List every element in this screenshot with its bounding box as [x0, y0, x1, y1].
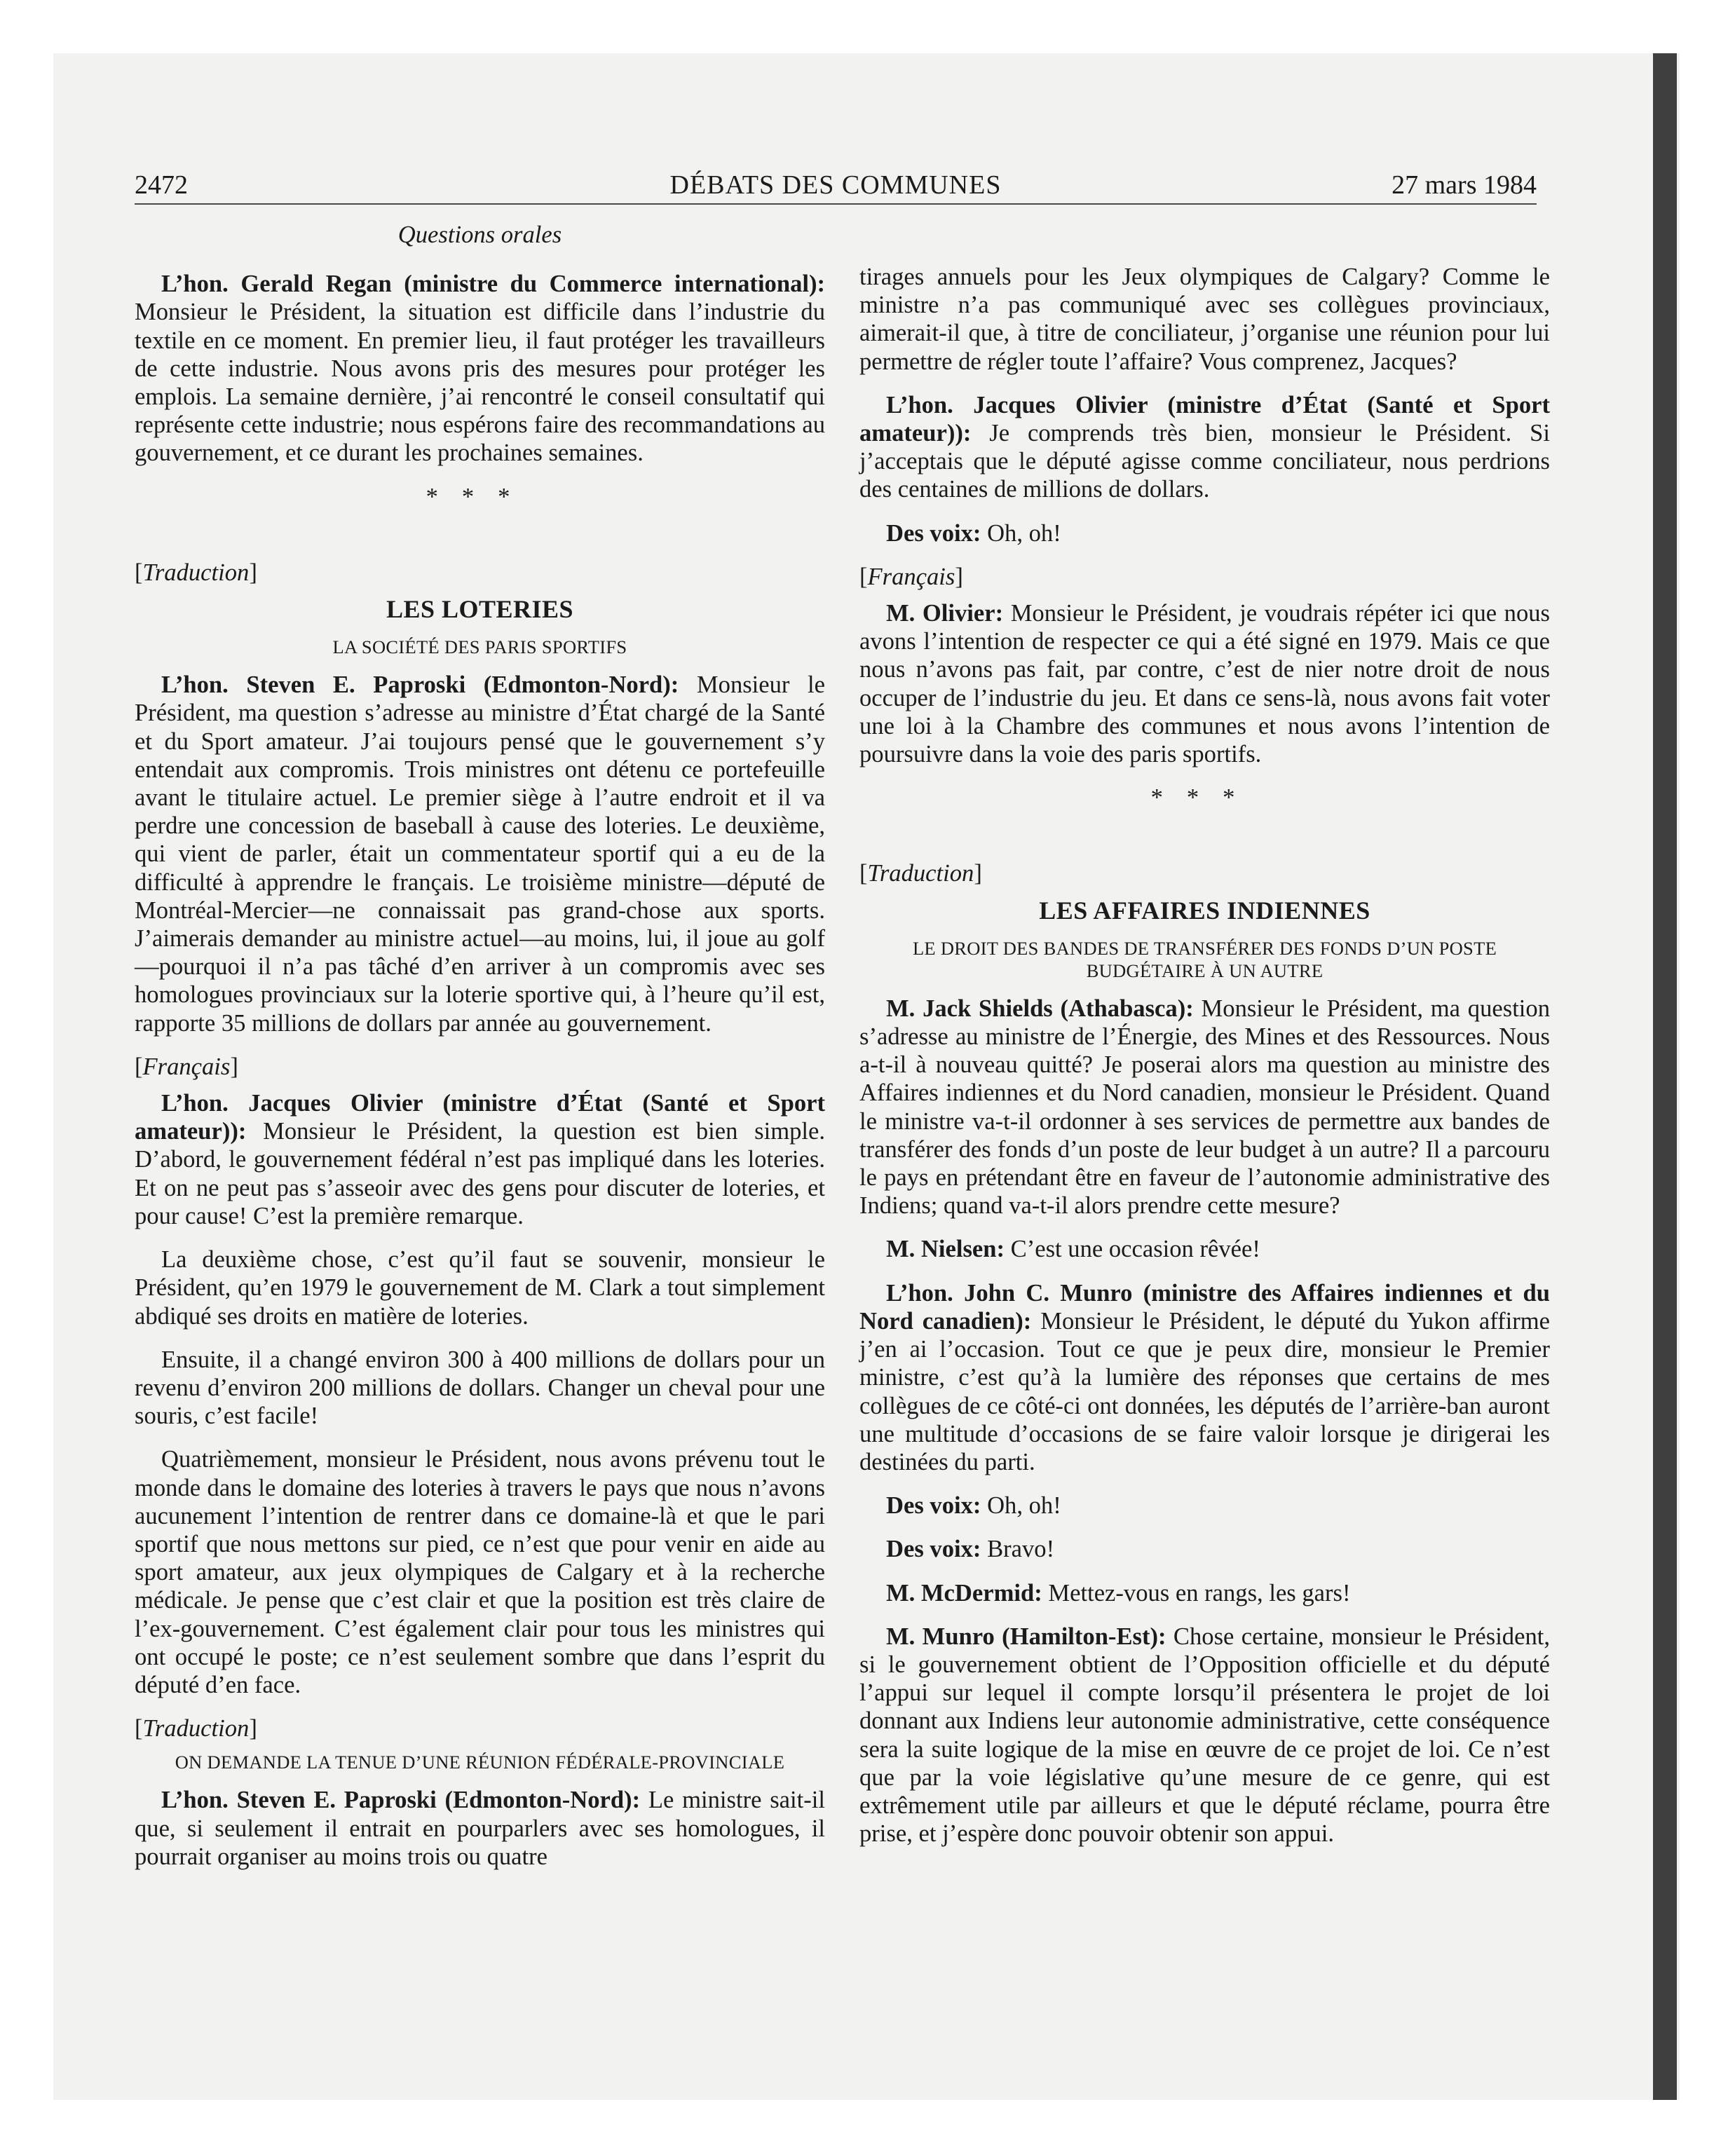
page-header [135, 167, 1537, 205]
language-marker: [Traduction] [135, 559, 257, 586]
speech-paragraph: La deuxième chose, c’est qu’il faut se souvenir, monsieur le Président, qu’en 1979 le gouvernement de M. Clark a tout simplement abdiqué ses droits en matière de loteries. [135, 1246, 825, 1330]
speaker-name: L’hon. Steven E. Paproski (Edmonton-Nord): [161, 1787, 641, 1814]
speaker-name: M. Olivier: [886, 600, 1004, 627]
speech-paragraph [859, 1235, 1550, 1263]
topic-subheading: ON DEMANDE LA TENUE D’UNE RÉUNION FÉDÉRALE-PROVINCIALE [175, 1752, 785, 1773]
speech-paragraph [859, 1535, 1550, 1563]
speech-paragraph [859, 1279, 1550, 1476]
speech-paragraph [135, 671, 825, 1037]
topic-heading: LES LOTERIES [386, 595, 574, 624]
speech-text: Oh, oh! [987, 1492, 1061, 1520]
speech-text: Le ministre sait-il que, si seulement il entrait en pourparlers avec ses homologues, il pourrait organiser au moins trois ou quatre [135, 1787, 825, 1870]
speaker-name: L’hon. Steven E. Paproski (Edmonton-Nord): [161, 671, 679, 699]
speaker-name: L’hon. Jacques Olivier (ministre d’État (Santé et Sport amateur)): [135, 1090, 825, 1145]
language-marker: [Français] [135, 1053, 238, 1080]
speaker-name: M. Nielsen: [886, 1236, 1005, 1263]
speech-paragraph [859, 995, 1550, 1220]
speaker-name: L’hon. Gerald Regan (ministre du Commerce international): [161, 271, 825, 298]
speaker-name: L’hon. John C. Munro (ministre des Affaires indiennes et du Nord canadien): [859, 1279, 1550, 1335]
topic-subheading: LA SOCIÉTÉ DES PARIS SPORTIFS [332, 636, 627, 658]
speech-text: Monsieur le Président, le député du Yukon affirme j’en ai l’occasion. Tout ce que je peux dire, monsieur le Premier ministre, c’est qu’à la lumière des réponses que certains de mes collègues de ce côté-ci ont données, les députés de l’arrière-ban auront une multitude d’occasions de se faire valoir lorsque je dirigerai les destinées du parti. [859, 1307, 1551, 1475]
left-column [135, 221, 825, 1886]
section-separator: *** [1150, 784, 1259, 812]
section-title: Questions orales [397, 221, 562, 248]
speaker-name: M. Munro (Hamilton-Est): [886, 1623, 1166, 1650]
speech-text: Monsieur le Président, la question est bien simple. D’abord, le gouvernement fédéral n’est pas impliqué dans les loteries. Et on ne peut pas s’asseoir avec des gens pour discuter de loteries, et pour cause! C’est la première remarque. [135, 1118, 825, 1229]
speech-text: Je comprends très bien, monsieur le Président. Si j’acceptais que le député agisse comme conciliateur, nous perdrions des centaines de millions de dollars. [859, 420, 1550, 503]
speech-paragraph [859, 391, 1550, 504]
speaker-name: L’hon. Jacques Olivier (ministre d’État (Santé et Sport amateur)): [859, 391, 1550, 447]
speech-text: C’est une occasion rêvée! [1010, 1236, 1260, 1263]
section-separator: *** [426, 483, 534, 510]
speaker-name: Des voix: [886, 1492, 981, 1520]
speech-paragraph: tirages annuels pour les Jeux olympiques de Calgary? Comme le ministre n’a pas communiqué avec ses collègues provinciaux, aimerait-il que, à titre de conciliateur, j’organise une réunion pour lui permettre de régler toute l’affaire? Vous comprenez, Jacques? [859, 264, 1550, 375]
scan-edge-shadow [1653, 53, 1677, 2100]
issue-date: 27 mars 1984 [1392, 170, 1537, 200]
speaker-name: Des voix: [886, 519, 981, 547]
speech-text: Monsieur le Président, ma question s’adresse au ministre d’État chargé de la Santé et du Sport amateur. J’ai toujours pensé que le gouvernement s’y entendait aux compromis. Trois ministres ont détenu ce portefeuille avant le titulaire actuel. Le premier siège à l’autre endroit et il va perdre une concession de baseball à cause des loteries. Le deuxième, qui vient de parler, était un commentateur sportif qui a eu de la difficulté à apprendre le français. Le troisième ministre—député de Montréal-Mercier—ne connaissait pas grand-chose aux sports. J’aimerais demander au ministre actuel—au moins, lui, il joue au golf—pourquoi il n’a pas tâché d’en arriver à un compromis avec ses homologues provinciaux sur la loterie sportive qui, à l’heure qu’il est, rapporte 35 millions de dollars par année au gouvernement. [135, 671, 825, 1037]
topic-subheading: LE DROIT DES BANDES DE TRANSFÉRER DES FONDS D’UN POSTE BUDGÉTAIRE À UN AUTRE [912, 937, 1497, 981]
speech-paragraph: Ensuite, il a changé environ 300 à 400 millions de dollars pour un revenu d’environ 200 millions de dollars. Changer un cheval pour une souris, c’est facile! [135, 1346, 825, 1430]
right-column [859, 263, 1550, 1863]
speech-paragraph [135, 1089, 825, 1230]
speech-text: Monsieur le Président, la situation est difficile dans l’industrie du textile en ce moment. En premier lieu, il faut protéger les travailleurs de cette industrie. Nous avons pris des mesures pour protéger les emplois. La semaine dernière, j’ai rencontré le conseil consultatif qui représente cette industrie; nous espérons faire des recommandations au gouvernement, et ce durant les prochaines semaines. [135, 299, 825, 467]
language-marker: [Français] [859, 563, 963, 590]
speech-paragraph [859, 1492, 1550, 1520]
publication-title: DÉBATS DES COMMUNES [669, 170, 1002, 200]
page-number: 2472 [135, 170, 188, 200]
speech-paragraph [135, 1786, 825, 1871]
speech-paragraph [135, 270, 825, 467]
language-marker: [Traduction] [135, 1715, 257, 1742]
topic-heading: LES AFFAIRES INDIENNES [1039, 896, 1370, 925]
speech-text: Monsieur le Président, je voudrais répéter ici que nous avons l’intention de respecter ce qui a été signé en 1979. Mais ce que nous n’avons pas fait, par contre, c’est de nier notre droit de nous occuper de l’industrie du jeu. Et dans ce sens-là, nous avons fait voter une loi à la Chambre des communes et nous avons l’intention de poursuivre dans la voie des paris sportifs. [859, 600, 1550, 768]
speech-text: Mettez-vous en rangs, les gars! [1048, 1579, 1351, 1606]
speech-paragraph [859, 599, 1550, 768]
language-marker: [Traduction] [859, 860, 982, 887]
speaker-name: Des voix: [886, 1536, 981, 1563]
speech-text: Chose certaine, monsieur le Président, si le gouvernement obtient de l’Opposition officielle et du député l’appui sur lequel il compte lorsqu’il présentera le projet de loi donnant aux Indiens leur autonomie administrative, cette conséquence sera la suite logique de la mise en œuvre de ce projet de loi. Ce n’est que par la voie législative qu’une mesure de ce genre, qui est extrêmement utile par ailleurs et que le député réclame, pourra être prise, et j’espère donc pouvoir obtenir son appui. [859, 1623, 1550, 1848]
speech-paragraph [859, 1579, 1550, 1607]
speech-paragraph: Quatrièmement, monsieur le Président, nous avons prévenu tout le monde dans le domaine des loteries à travers le pays que nous n’avons aucunement l’intention de rentrer dans ce domaine-là et que le pari sportif que nous mettons sur pied, ce n’est que pour venir en aide au sport amateur, aux jeux olympiques de Calgary et à la recherche médicale. Je pense que c’est clair et que la position est très claire de l’ex-gouvernement. C’est également clair pour tous les ministres qui ont occupé le poste; ce n’est seulement sombre que dans l’esprit du député d’en face. [135, 1446, 825, 1698]
speech-text: Oh, oh! [987, 519, 1061, 547]
speech-text: Monsieur le Président, ma question s’adresse au ministre de l’Énergie, des Mines et des Ressources. Nous a-t-il à nouveau quitté? Je poserai alors ma question au ministre des Affaires indiennes et du Nord canadien, monsieur le Président. Quand le ministre va-t-il ordonner à ses services de permettre aux bandes de transférer des fonds d’un poste de leur budget à un autre? Il a parcouru le pays en prétendant être en faveur de l’autonomie administrative des Indiens; quand va-t-il alors prendre cette mesure? [859, 995, 1550, 1220]
speaker-name: M. McDermid: [886, 1579, 1042, 1606]
speech-paragraph [859, 519, 1550, 547]
speech-text: Bravo! [987, 1536, 1055, 1563]
speech-paragraph [859, 1623, 1550, 1848]
speaker-name: M. Jack Shields (Athabasca): [886, 995, 1194, 1022]
